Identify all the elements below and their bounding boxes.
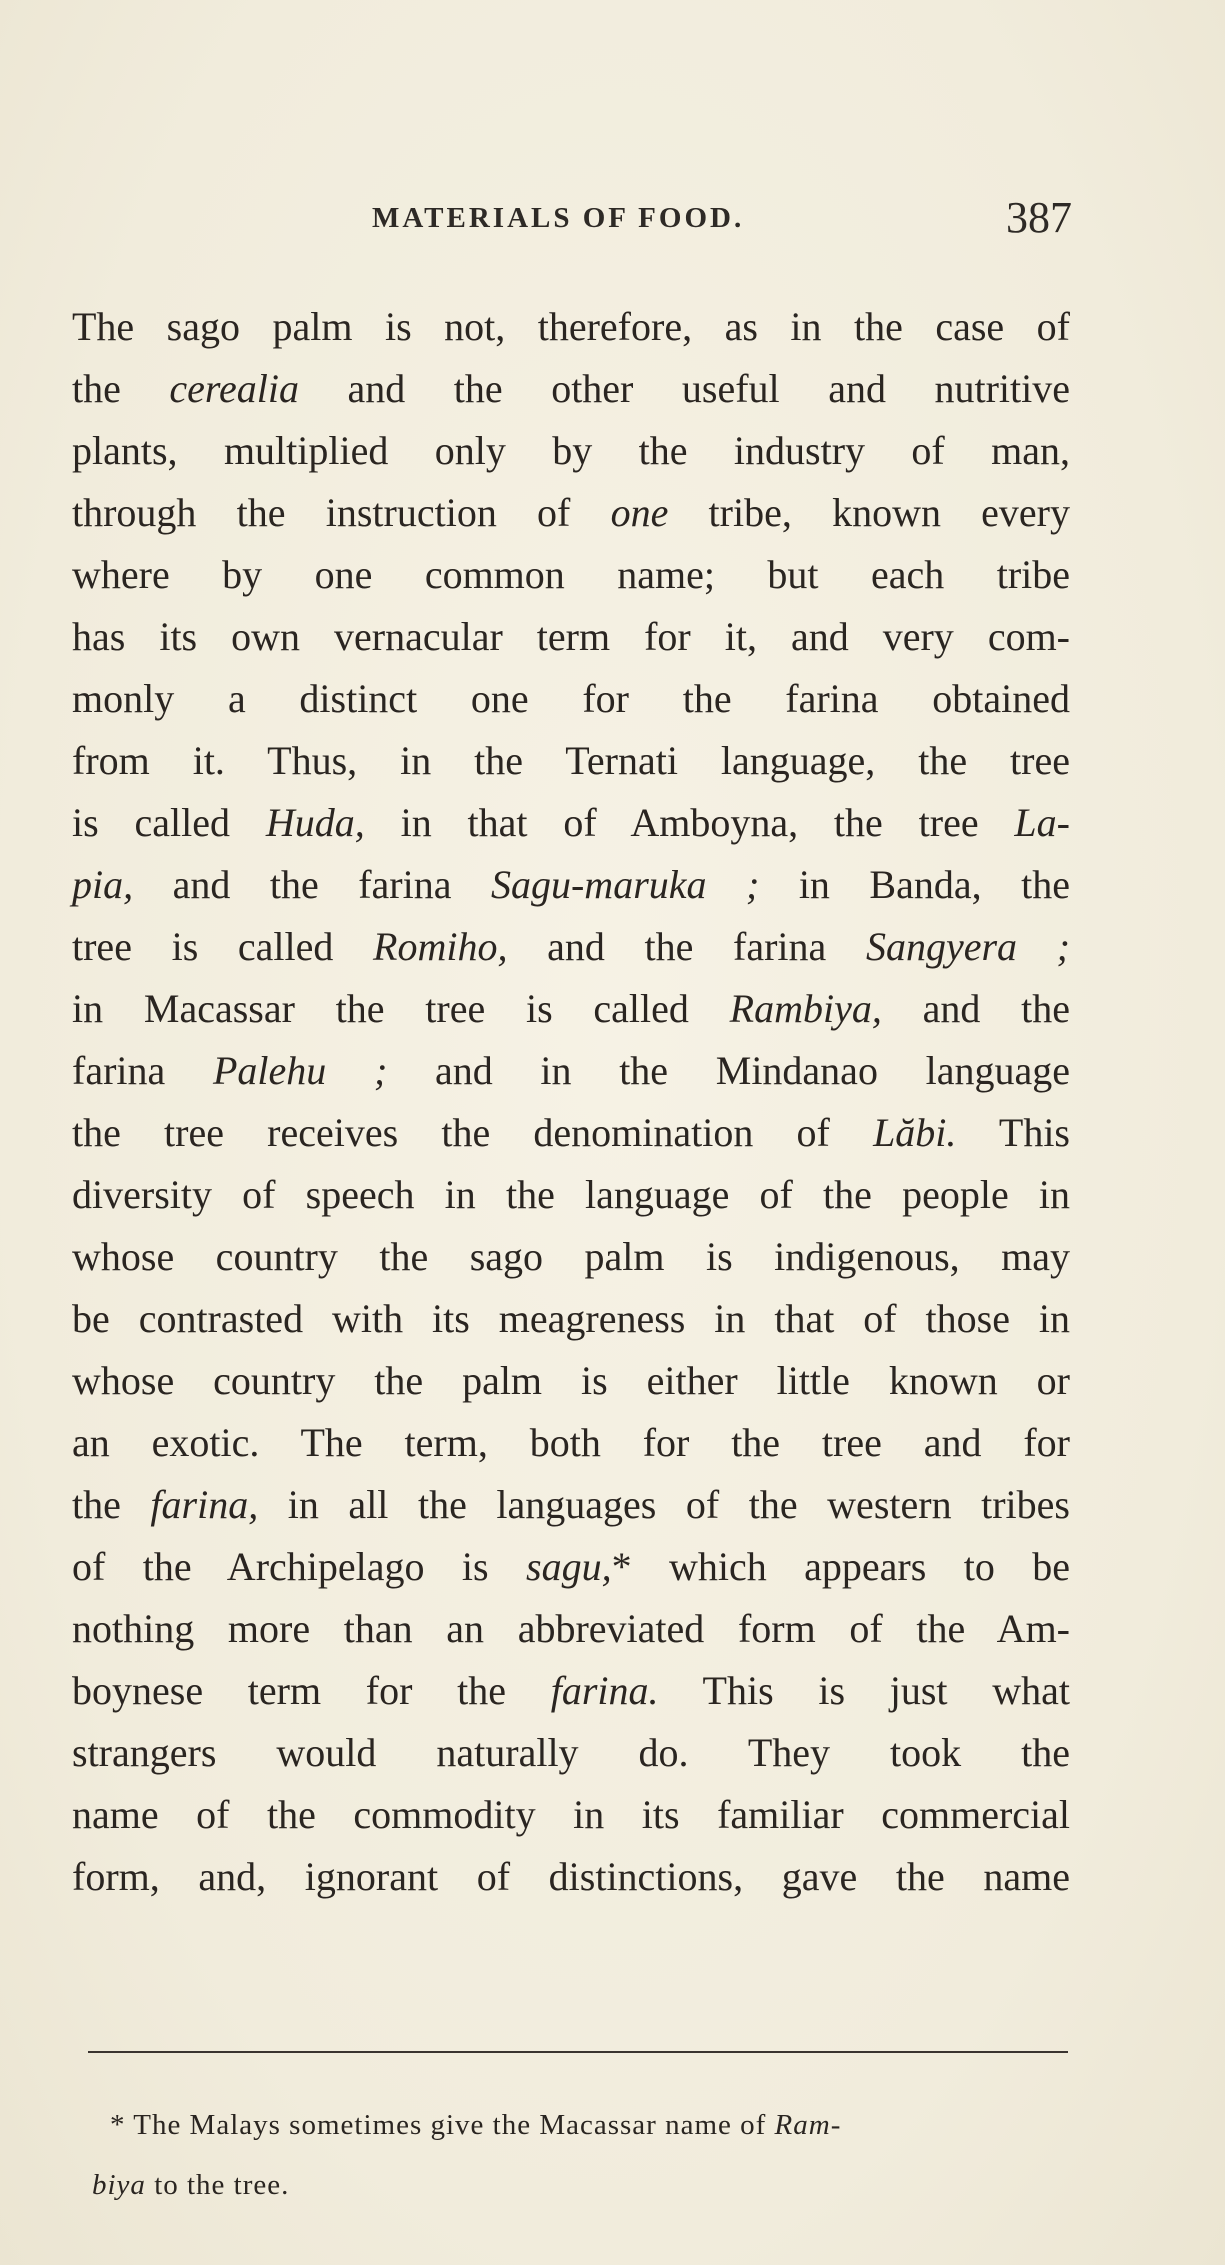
- text-line: an exotic. The term, both for the tree and for: [72, 1420, 1070, 1465]
- text-line: from it. Thus, in the Ternati language, the tree: [72, 738, 1070, 783]
- italic-term: Romiho,: [373, 924, 508, 969]
- italic-term: Palehu ;: [212, 1048, 388, 1093]
- footnote-line: * The Malays sometimes give the Macassar name of Ram-: [110, 2109, 842, 2141]
- italic-term: cerealia: [169, 366, 299, 411]
- text-line: diversity of speech in the language of the people in: [72, 1172, 1070, 1217]
- footnote: [92, 2095, 1070, 2215]
- text-line: tree is called Romiho, and the farina Sangyera ;: [72, 924, 1070, 969]
- footnote-line: biya to the tree.: [92, 2169, 290, 2201]
- text-line: monly a distinct one for the farina obtained: [72, 676, 1070, 721]
- italic-term: Ram-: [774, 2109, 842, 2141]
- italic-term: La-: [1014, 800, 1070, 845]
- running-head: MATERIALS OF FOOD.: [372, 202, 745, 234]
- text-line: farina Palehu ; and in the Mindanao language: [72, 1048, 1070, 1093]
- text-line: the farina, in all the languages of the western tribes: [72, 1482, 1070, 1527]
- text-line: is called Huda, in that of Amboyna, the tree La-: [72, 800, 1070, 845]
- footnote-rule: [88, 2051, 1068, 2053]
- page-number: 387: [1006, 193, 1072, 242]
- body-text: [72, 296, 1070, 1908]
- italic-term: sagu,: [526, 1544, 612, 1589]
- italic-term: Rambiya,: [729, 986, 882, 1031]
- italic-term: Lăbi.: [873, 1110, 957, 1155]
- text-line: the cerealia and the other useful and nutritive: [72, 366, 1071, 411]
- italic-term: biya: [92, 2169, 146, 2201]
- italic-term: Sagu-maruka ;: [490, 862, 760, 907]
- page-header: [72, 193, 1072, 256]
- text-line: nothing more than an abbreviated form of the Am-: [72, 1606, 1070, 1651]
- text-line: plants, multiplied only by the industry of man,: [72, 428, 1070, 473]
- text-line: where by one common name; but each tribe: [72, 552, 1070, 597]
- text-line: be contrasted with its meagreness in that of those in: [72, 1296, 1070, 1341]
- italic-term: pia,: [72, 862, 134, 907]
- text-line: the tree receives the denomination of Lăbi. This: [72, 1110, 1070, 1155]
- italic-term: farina,: [150, 1482, 259, 1527]
- italic-term: Huda,: [265, 800, 365, 845]
- text-line: has its own vernacular term for it, and very com-: [72, 614, 1070, 659]
- text-line: whose country the sago palm is indigenous, may: [72, 1234, 1070, 1279]
- text-line: strangers would naturally do. They took the: [72, 1730, 1070, 1775]
- text-line: in Macassar the tree is called Rambiya, and the: [72, 986, 1070, 1031]
- italic-term: Sangyera ;: [865, 924, 1070, 969]
- text-line: name of the commodity in its familiar commercial: [72, 1792, 1070, 1837]
- text-line: of the Archipelago is sagu,* which appears to be: [72, 1544, 1070, 1589]
- italic-term: farina.: [550, 1668, 659, 1713]
- text-line: The sago palm is not, therefore, as in the case of: [72, 304, 1070, 349]
- text-line: form, and, ignorant of distinctions, gave the name: [72, 1854, 1070, 1899]
- text-line: boynese term for the farina. This is just what: [72, 1668, 1070, 1713]
- italic-term: one: [610, 490, 669, 535]
- text-line: through the instruction of one tribe, known every: [72, 490, 1071, 535]
- text-line: pia, and the farina Sagu-maruka ; in Banda, the: [72, 862, 1070, 907]
- text-line: whose country the palm is either little known or: [72, 1358, 1070, 1403]
